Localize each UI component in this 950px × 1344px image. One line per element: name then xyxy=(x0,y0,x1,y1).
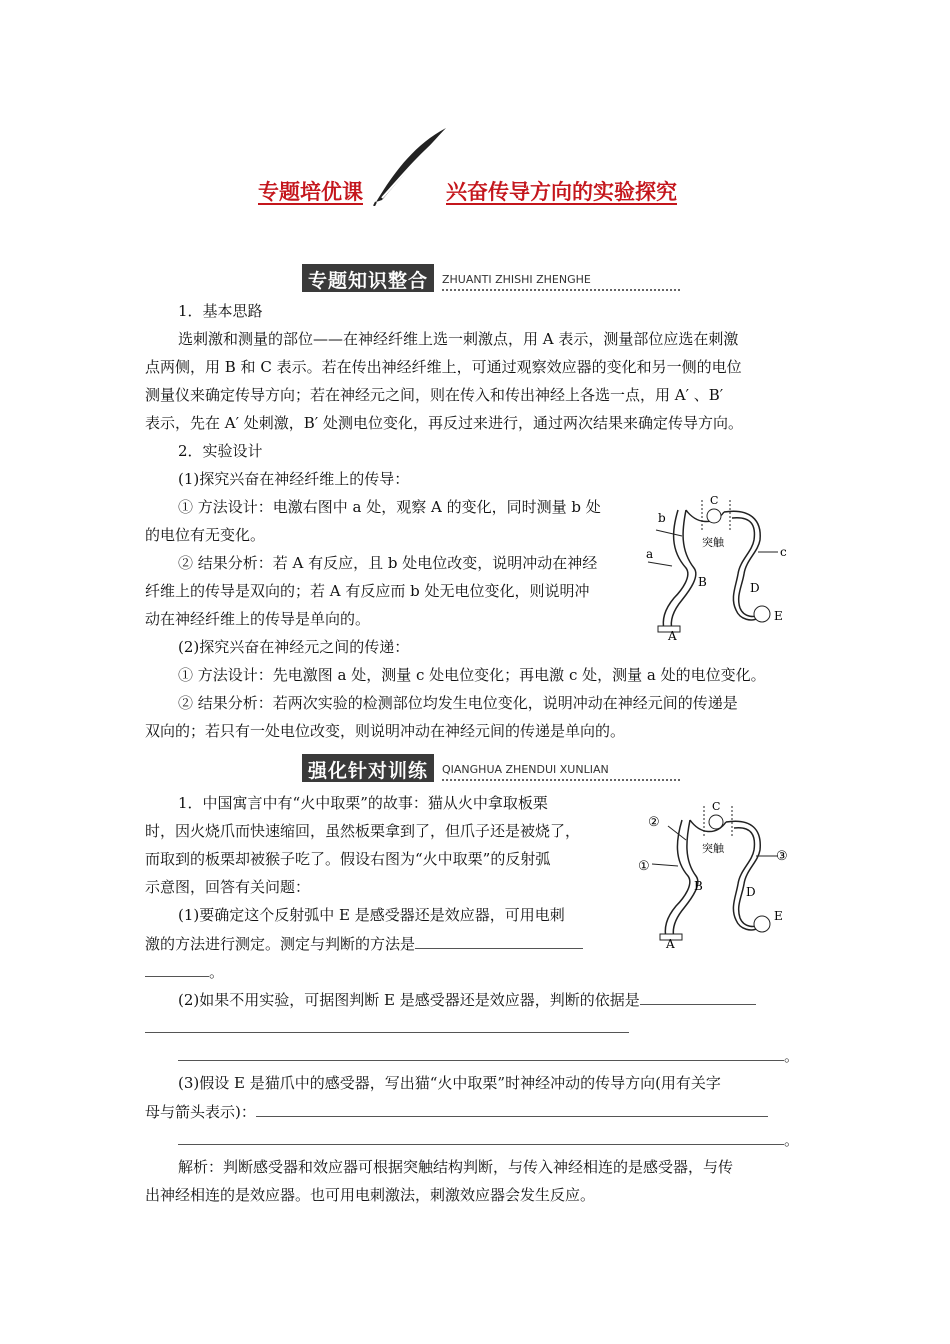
paragraph-line: 动在神经纤维上的传导是单向的。 xyxy=(145,610,371,628)
reflex-arc-diagram-2 xyxy=(638,800,788,950)
section-label: 强化针对训练 xyxy=(302,754,434,782)
title-right: 兴奋传导方向的实验探究 xyxy=(446,180,677,204)
title-left: 专题培优课 xyxy=(258,180,363,204)
label-C: C xyxy=(712,800,721,813)
paragraph-line: 纤维上的传导是双向的；若 A 有反应而 b 处无电位变化，则说明冲 xyxy=(145,582,590,600)
section-pinyin: ZHUANTI ZHISHI ZHENGHE xyxy=(442,273,591,286)
dotted-divider xyxy=(442,779,680,781)
paragraph-line: ① 方法设计：电激右图中 a 处，观察 A 的变化，同时测量 b 处 xyxy=(178,498,601,516)
label-B: B xyxy=(698,575,707,589)
page-title xyxy=(0,168,950,208)
sub-heading: (2)探究兴奋在神经元之间的传递： xyxy=(178,638,410,656)
sub-heading: (1)探究兴奋在神经纤维上的传导： xyxy=(178,470,410,488)
answer-blank[interactable] xyxy=(145,1014,629,1033)
section-pinyin: QIANGHUA ZHENDUI XUNLIAN xyxy=(442,763,609,776)
answer-line: 解析：判断感受器和效应器可根据突触结构判断，与传入神经相连的是感受器，与传 xyxy=(178,1158,734,1176)
label-b: b xyxy=(658,511,666,525)
question-line xyxy=(145,930,583,957)
question-punct: 。 xyxy=(784,1047,800,1065)
label-C: C xyxy=(710,494,719,507)
question-line xyxy=(178,1042,799,1069)
question-punct: 。 xyxy=(209,963,225,981)
question-line xyxy=(178,1126,799,1153)
question-line: (3)假设 E 是猫爪中的感受器，写出猫“火中取栗”时神经冲动的传导方向(用有关字 xyxy=(178,1074,721,1092)
label-E: E xyxy=(774,909,783,923)
heading-experiment-design: 2．实验设计 xyxy=(178,442,263,460)
label-synapse: 突触 xyxy=(702,842,724,855)
question-line: (1)要确定这个反射弧中 E 是感受器还是效应器，可用电刺 xyxy=(178,906,565,924)
paragraph-line: 表示，先在 A′ 处刺激，B′ 处测电位变化，再反过来进行，通过两次结果来确定传导方向。 xyxy=(145,414,743,432)
paragraph-line: ② 结果分析：若 A 有反应，且 b 处电位改变，说明冲动在神经 xyxy=(178,554,598,572)
paragraph-line: 双向的；若只有一处电位改变，则说明冲动在神经元间的传递是单向的。 xyxy=(145,722,626,740)
label-3: ③ xyxy=(776,849,788,864)
question-line xyxy=(145,958,224,985)
question-line: 时，因火烧爪而快速缩回，虽然板栗拿到了，但爪子还是被烧了， xyxy=(145,822,581,840)
question-text: 母与箭头表示)： xyxy=(145,1103,256,1121)
answer-blank[interactable] xyxy=(178,1126,784,1145)
question-text: (2)如果不用实验，可据图判断 E 是感受器还是效应器，判断的依据是 xyxy=(178,991,640,1009)
label-E: E xyxy=(774,609,783,623)
answer-blank[interactable] xyxy=(640,986,756,1005)
label-c: c xyxy=(780,545,787,559)
paragraph-line: 选刺激和测量的部位——在神经纤维上选一刺激点，用 A 表示，测量部位应选在刺激 xyxy=(178,330,739,348)
paragraph-line: ② 结果分析：若两次实验的检测部位均发生电位变化，说明冲动在神经元间的传递是 xyxy=(178,694,738,712)
label-A: A xyxy=(666,937,675,950)
label-B: B xyxy=(694,879,703,893)
question-line xyxy=(145,1014,629,1041)
label-1: ① xyxy=(638,859,650,874)
paragraph-line: 点两侧，用 B 和 C 表示。若在传出神经纤维上，可通过观察效应器的变化和另一侧的电位 xyxy=(145,358,742,376)
reflex-arc-diagram-1 xyxy=(640,490,790,640)
answer-line: 出神经相连的是效应器。也可用电刺激法，刺激效应器会发生反应。 xyxy=(145,1186,596,1204)
answer-blank[interactable] xyxy=(256,1098,768,1117)
paragraph-line: ① 方法设计：先电激图 a 处，测量 c 处电位变化；再电激 c 处，测量 a 处的电位变化。 xyxy=(178,666,766,684)
paragraph-line: 测量仪来确定传导方向；若在神经元之间，则在传入和传出神经上各选一点，用 A′ 、B′ xyxy=(145,386,724,404)
question-line xyxy=(145,1098,768,1125)
answer-blank[interactable] xyxy=(415,930,583,949)
label-synapse: 突触 xyxy=(702,536,724,549)
section-banner-knowledge xyxy=(302,264,680,294)
heading-basic-idea: 1．基本思路 xyxy=(178,302,263,320)
question-line xyxy=(178,986,756,1013)
label-D: D xyxy=(746,885,756,899)
label-D: D xyxy=(750,581,760,595)
paragraph-line: 的电位有无变化。 xyxy=(145,526,266,544)
question-line: 1．中国寓言中有“火中取栗”的故事：猫从火中拿取板栗 xyxy=(178,794,548,812)
question-line: 示意图，回答有关问题： xyxy=(145,878,311,896)
section-banner-training xyxy=(302,754,680,784)
answer-blank[interactable] xyxy=(145,958,209,977)
dotted-divider xyxy=(442,289,680,291)
question-line: 而取到的板栗却被猴子吃了。假设右图为“火中取栗”的反射弧 xyxy=(145,850,551,868)
question-text: 激的方法进行测定。测定与判断的方法是 xyxy=(145,935,416,953)
question-punct: 。 xyxy=(784,1131,800,1149)
label-a: a xyxy=(646,547,654,561)
label-A: A xyxy=(668,629,677,640)
section-label: 专题知识整合 xyxy=(302,264,434,292)
answer-blank[interactable] xyxy=(178,1042,784,1061)
label-2: ② xyxy=(648,815,660,830)
